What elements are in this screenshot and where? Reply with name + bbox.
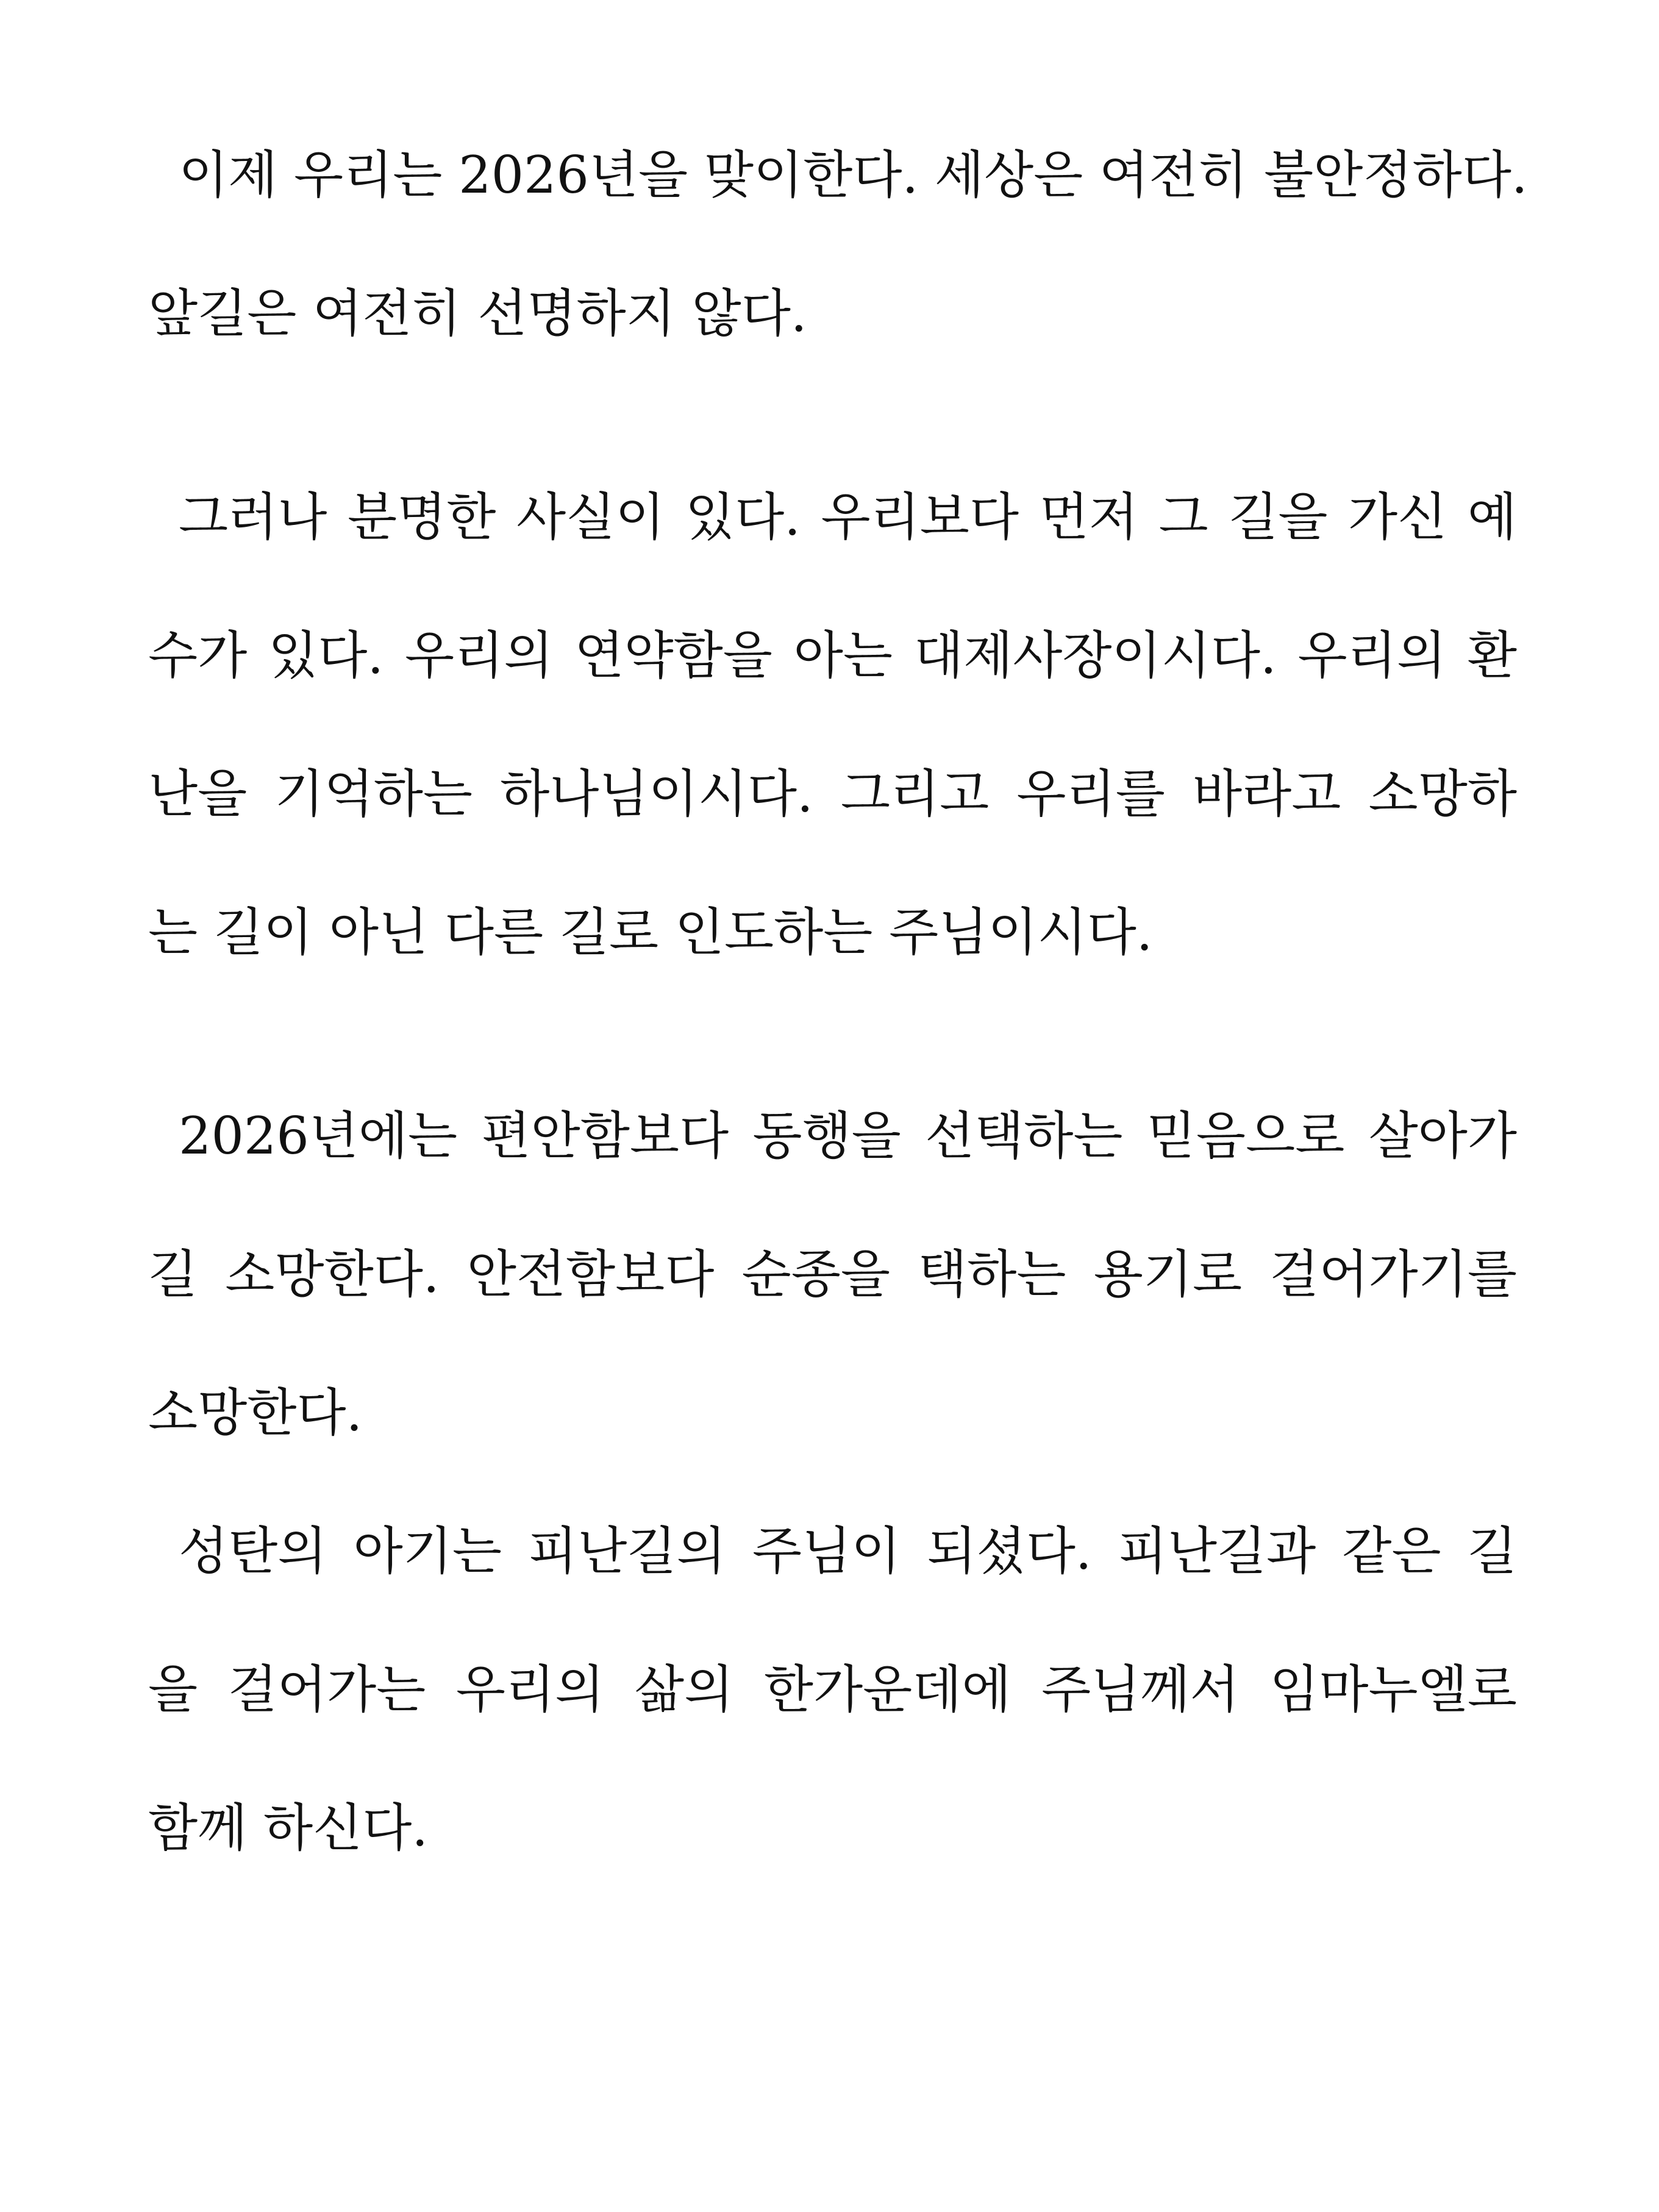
paragraph-2-line-1: 그러나 분명한 사실이 있다. 우리보다 먼저 그 길을 가신 예 (179, 487, 1517, 547)
paragraph-4-line-1: 성탄의 아기는 피난길의 주님이 되셨다. 피난길과 같은 길 (179, 1521, 1517, 1581)
paragraph-4-line-3: 함께 하신다. (148, 1798, 429, 1858)
paragraph-3-line-2: 길 소망한다. 안전함보다 순종을 택하는 용기로 걸어가기를 (148, 1244, 1517, 1304)
paragraph-3-line-3: 소망한다. (148, 1383, 363, 1443)
paragraph-2-line-2: 수가 있다. 우리의 연약함을 아는 대제사장이시다. 우리의 환 (148, 626, 1517, 685)
paragraph-2-line-3: 난을 기억하는 하나님이시다. 그리고 우리를 바라고 소망하 (148, 764, 1517, 824)
paragraph-3-line-1: 2026년에는 편안함보다 동행을 선택하는 믿음으로 살아가 (179, 1106, 1517, 1166)
paragraph-1-line-1: 이제 우리는 2026년을 맞이한다. 세상은 여전히 불안정하다. (179, 145, 1528, 205)
paragraph-2-line-4: 는 길이 아닌 다른 길로 인도하는 주님이시다. (148, 902, 1153, 962)
paragraph-4-line-2: 을 걸어가는 우리의 삶의 한가운데에 주님께서 임마누엘로 (148, 1660, 1517, 1719)
paragraph-1-line-2: 앞길은 여전히 선명하지 않다. (148, 284, 807, 343)
